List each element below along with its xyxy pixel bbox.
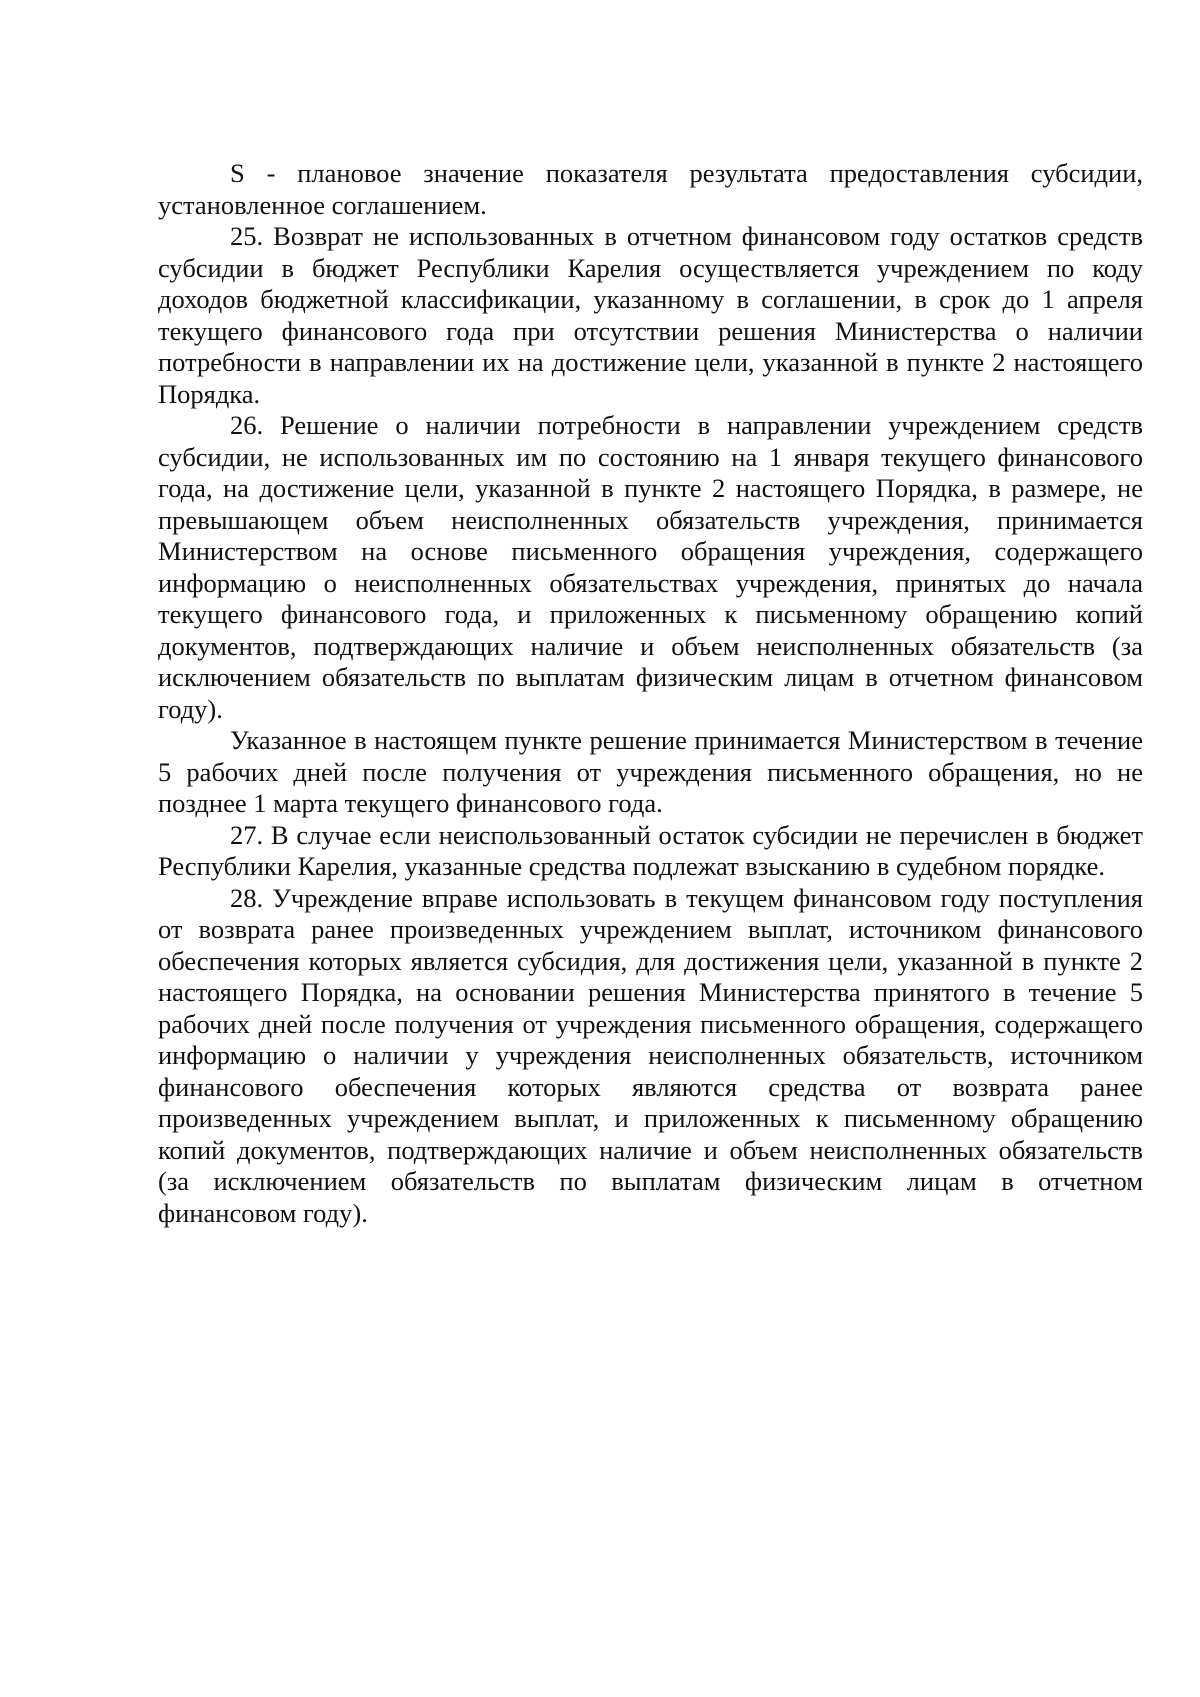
document-body: [158, 158, 1143, 1229]
paragraph-26: 26. Решение о наличии потребности в направлении учреждением средств субсидии, не использованных им по состоянию на 1 января текущего финансового года, на достижение цели, указанной в пункте 2 настоящего Порядка, в размере, не превышающем объем неисполненных обязательств учреждения, принимается Министерством на основе письменного обращения учреждения, содержащего информацию о неисполненных обязательствах учреждения, принятых до начала текущего финансового года, и приложенных к письменному обращению копий документов, подтверждающих наличие и объем неисполненных обязательств (за исключением обязательств по выплатам физическим лицам в отчетном финансовом году).: [158, 410, 1143, 724]
paragraph-s-definition: S - плановое значение показателя результата предоставления субсидии, установленное соглашением.: [158, 158, 1143, 220]
paragraph-26-decision: Указанное в настоящем пункте решение принимается Министерством в течение 5 рабочих дней после получения от учреждения письменного обращения, но не позднее 1 марта текущего финансового года.: [158, 725, 1143, 818]
paragraph-28: 28. Учреждение вправе использовать в текущем финансовом году поступления от возврата ранее произведенных учреждением выплат, источником финансового обеспечения которых является субсидия, для достижения цели, указанной в пункте 2 настоящего Порядка, на основании решения Министерства принятого в течение 5 рабочих дней после получения от учреждения письменного обращения, содержащего информацию о наличии у учреждения неисполненных обязательств, источником финансового обеспечения которых являются средства от возврата ранее произведенных учреждением выплат, и приложенных к письменному обращению копий документов, подтверждающих наличие и объем неисполненных обязательств (за исключением обязательств по выплатам физическим лицам в отчетном финансовом году).: [158, 882, 1143, 1228]
paragraph-27: 27. В случае если неиспользованный остаток субсидии не перечислен в бюджет Республики Карелия, указанные средства подлежат взысканию в судебном порядке.: [158, 819, 1143, 881]
paragraph-25: 25. Возврат не использованных в отчетном финансовом году остатков средств субсидии в бюджет Республики Карелия осуществляется учреждением по коду доходов бюджетной классификации, указанному в соглашении, в срок до 1 апреля текущего финансового года при отсутствии решения Министерства о наличии потребности в направлении их на достижение цели, указанной в пункте 2 настоящего Порядка.: [158, 221, 1143, 409]
